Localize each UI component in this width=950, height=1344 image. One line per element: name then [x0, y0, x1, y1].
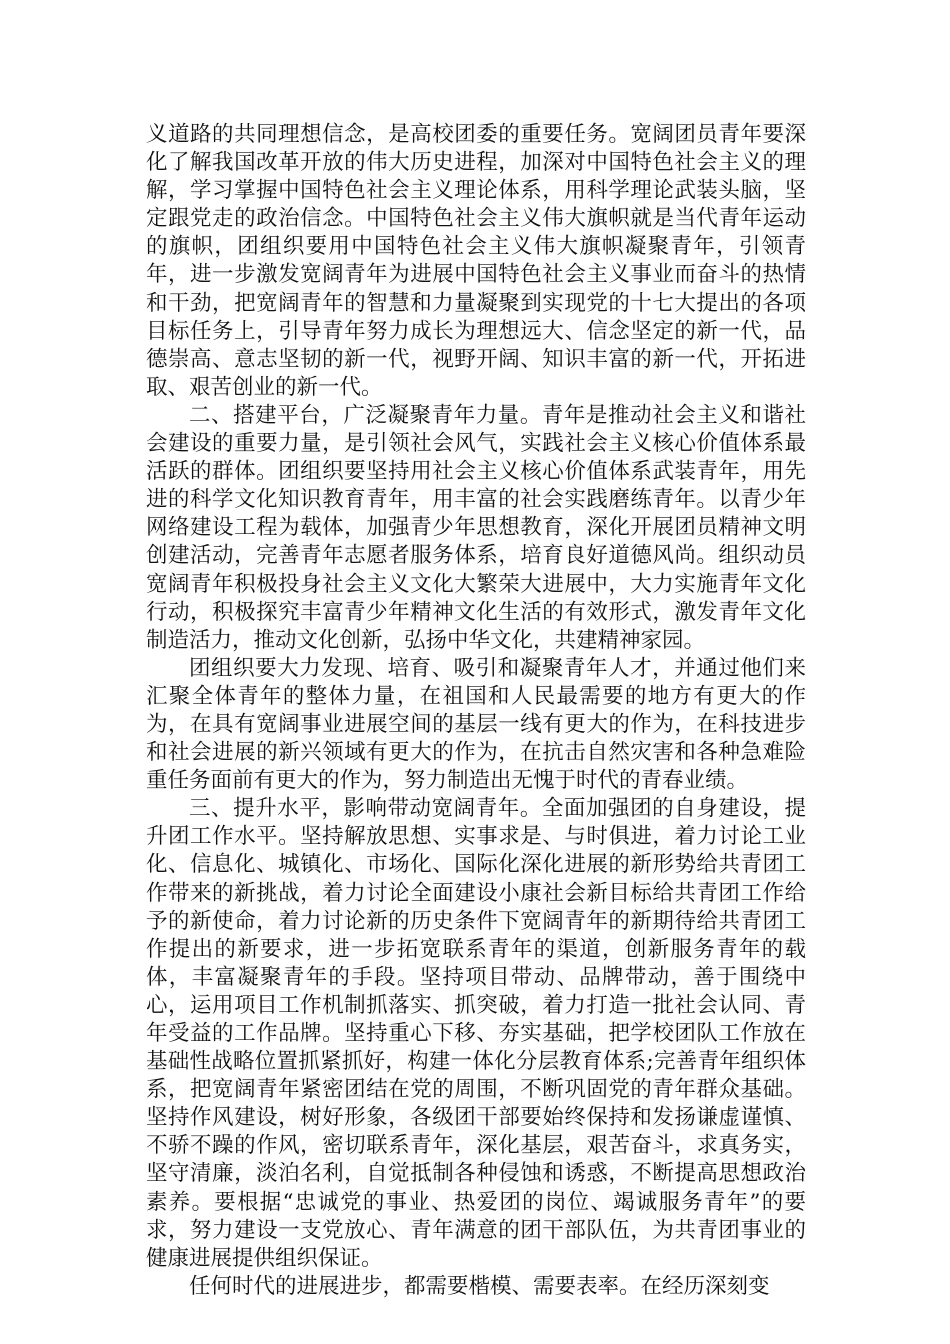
paragraph-section-two: 二、搭建平台，广泛凝聚青年力量。青年是推动社会主义和谐社会建设的重要力量，是引领社会风气，实践社会主义核心价值体系最活跃的群体。团组织要坚持用社会主义核心价值体系武装青年，用先进的科学文化知识教育青年，用丰富的社会实践磨练青年。以青少年网络建设工程为载体，加强青少年思想教育，深化开展团员精神文明创建活动，完善青年志愿者服务体系，培育良好道德风尚。组织动员宽阔青年积极投身社会主义文化大繁荣大进展中，大力实施青年文化行动，积极探究丰富青少年精神文化生活的有效形式，激发青年文化制造活力，推动文化创新，弘扬中华文化，共建精神家园。	[146, 402, 806, 653]
document-body	[146, 121, 806, 1301]
paragraph-talent: 团组织要大力发现、培育、吸引和凝聚青年人才，并通过他们来汇聚全体青年的整体力量，在祖国和人民最需要的地方有更大的作为，在具有宽阔事业进展空间的基层一线有更大的作为，在科技进步和社会进展的新兴领域有更大的作为，在抗击自然灾害和各种急难险重任务面前有更大的作为，努力制造出无愧于时代的青春业绩。	[146, 655, 806, 794]
paragraph-section-three: 三、提升水平，影响带动宽阔青年。全面加强团的自身建设，提升团工作水平。坚持解放思想、实事求是、与时俱进，着力讨论工业化、信息化、城镇化、市场化、国际化深化进展的新形势给共青团工作带来的新挑战，着力讨论全面建设小康社会新目标给共青团工作给予的新使命，着力讨论新的历史条件下宽阔青年的新期待给共青团工作提出的新要求，进一步拓宽联系青年的渠道，创新服务青年的载体，丰富凝聚青年的手段。坚持项目带动、品牌带动，善于围绕中心，运用项目工作机制抓落实、抓突破，着力打造一批社会认同、青年受益的工作品牌。坚持重心下移、夯实基础，把学校团队工作放在基础性战略位置抓紧抓好，构建一体化分层教育体系;完善青年组织体系，把宽阔青年紧密团结在党的周围，不断巩固党的青年群众基础。坚持作风建设，树好形象，各级团干部要始终保持和发扬谦虚谨慎、不骄不躁的作风，密切联系青年，深化基层，艰苦奋斗，求真务实，坚守清廉，淡泊名利，自觉抵制各种侵蚀和诱惑，不断提高思想政治素养。要根据“忠诚党的事业、热爱团的岗位、竭诚服务青年”的要求，努力建设一支党放心、青年满意的团干部队伍，为共青团事业的健康进展提供组织保证。	[146, 796, 806, 1271]
paragraph-continuation: 义道路的共同理想信念，是高校团委的重要任务。宽阔团员青年要深化了解我国改革开放的伟大历史进程，加深对中国特色社会主义的理解，学习掌握中国特色社会主义理论体系，用科学理论武装头脑，坚定跟党走的政治信念。中国特色社会主义伟大旗帜就是当代青年运动的旗帜，团组织要用中国特色社会主义伟大旗帜凝聚青年，引领青年，进一步激发宽阔青年为进展中国特色社会主义事业而奋斗的热情和干劲，把宽阔青年的智慧和力量凝聚到实现党的十七大提出的各项目标任务上，引导青年努力成长为理想远大、信念坚定的新一代，品德崇高、意志坚韧的新一代，视野开阔、知识丰富的新一代，开拓进取、艰苦创业的新一代。	[146, 122, 806, 400]
paragraph-closing: 任何时代的进展进步，都需要楷模、需要表率。在经历深刻变	[189, 1273, 770, 1299]
